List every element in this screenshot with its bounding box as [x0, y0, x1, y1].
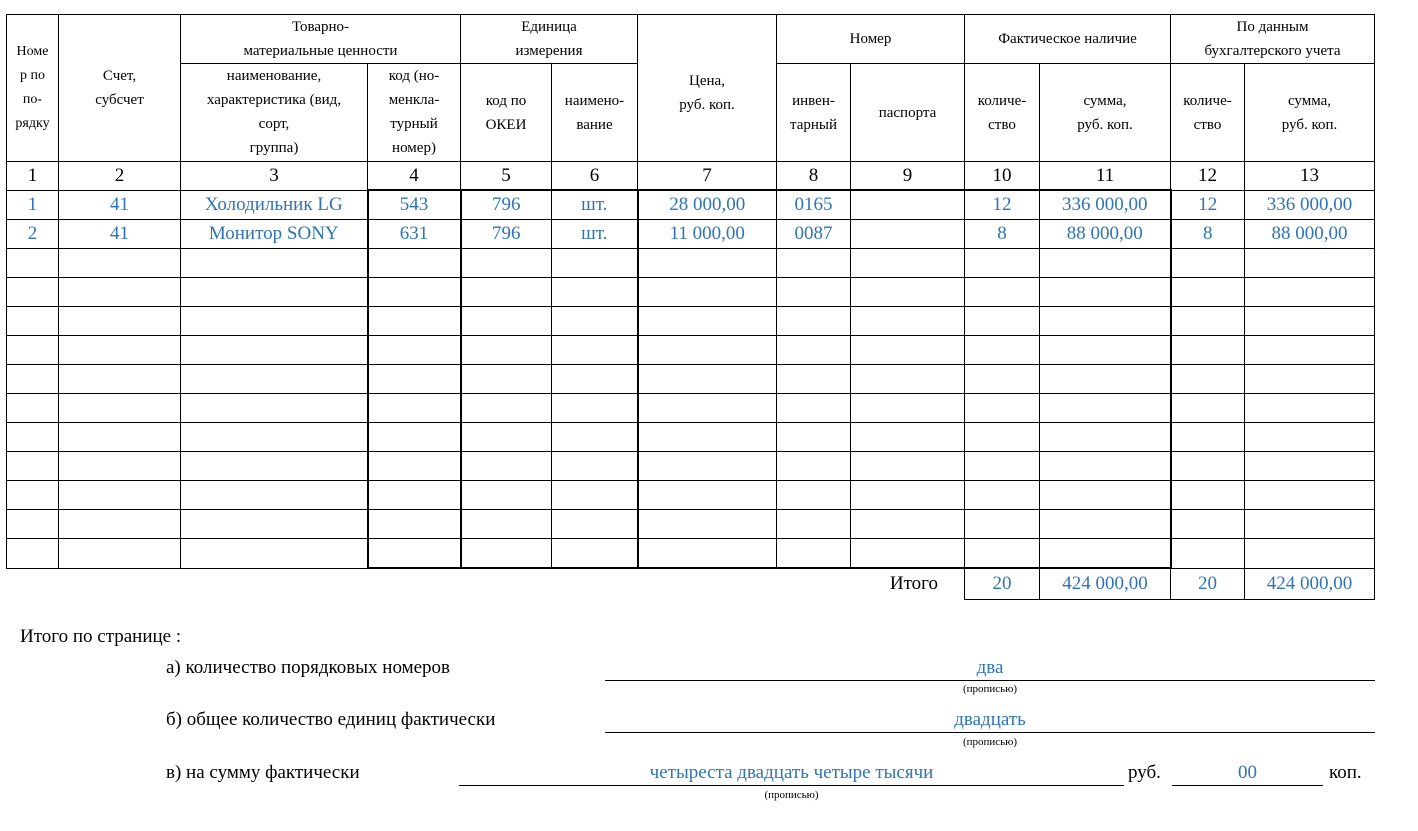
actual-sum-cell[interactable] — [1040, 307, 1171, 336]
header-row-number — [7, 15, 59, 162]
empty-table-row — [7, 307, 1375, 336]
okei-code-cell[interactable] — [461, 336, 552, 365]
price-cell[interactable] — [638, 365, 777, 394]
okei-code-cell[interactable] — [461, 481, 552, 510]
unit-name-cell[interactable] — [552, 481, 638, 510]
price-cell[interactable] — [638, 423, 777, 452]
item-code-cell[interactable] — [368, 510, 461, 539]
summary-b-hint: (прописью) — [962, 736, 1018, 748]
passport-number-cell[interactable] — [851, 510, 965, 539]
summary-kop-value[interactable]: 00 — [1238, 762, 1257, 783]
passport-number-cell[interactable] — [851, 394, 965, 423]
actual-sum-cell[interactable] — [1040, 365, 1171, 394]
item-code-cell[interactable]: 543 — [368, 190, 461, 220]
header-name-text: наименование, характеристика (вид, сорт, группа) — [206, 68, 342, 156]
accounting-sum-cell[interactable] — [1245, 336, 1375, 365]
empty-table-row — [7, 336, 1375, 365]
unit-name-cell[interactable] — [552, 307, 638, 336]
accounting-sum-cell[interactable] — [1245, 452, 1375, 481]
header-okei — [461, 64, 552, 162]
passport-number-cell[interactable] — [851, 452, 965, 481]
summary-b-value[interactable]: двадцать — [954, 709, 1026, 730]
actual-sum-cell[interactable]: 88 000,00 — [1040, 220, 1171, 249]
header-code — [368, 64, 461, 162]
item-name-cell[interactable] — [181, 423, 368, 452]
item-name-cell[interactable] — [181, 481, 368, 510]
item-code-cell[interactable] — [368, 365, 461, 394]
actual-sum-cell[interactable] — [1040, 423, 1171, 452]
actual-qty-cell[interactable] — [965, 452, 1040, 481]
item-name-cell[interactable] — [181, 452, 368, 481]
header-accounting-sum-text: сумма, руб. коп. — [1281, 92, 1338, 133]
item-name-cell[interactable] — [181, 278, 368, 307]
inventory-number-cell[interactable] — [777, 307, 851, 336]
actual-qty-cell[interactable] — [965, 423, 1040, 452]
price-cell[interactable] — [638, 336, 777, 365]
empty-table-row — [7, 365, 1375, 394]
item-name-cell[interactable] — [181, 539, 368, 569]
summary-a-value[interactable]: два — [976, 657, 1004, 678]
summary-b-label: б) общее количество единиц фактически — [166, 709, 496, 730]
header-actual-sum-text: сумма, руб. коп. — [1077, 92, 1133, 133]
unit-name-cell[interactable] — [552, 423, 638, 452]
col-number: 8 — [777, 162, 851, 191]
header-goods-group-text: Товарно- материальные ценности — [243, 19, 398, 59]
item-code-cell[interactable] — [368, 539, 461, 569]
col-number: 4 — [368, 162, 461, 191]
account-cell[interactable] — [59, 307, 181, 336]
actual-sum-cell[interactable] — [1040, 249, 1171, 278]
header-accounting-group-text: По данным бухгалтерского учета — [1204, 19, 1341, 59]
empty-table-row — [7, 423, 1375, 452]
accounting-qty-cell[interactable] — [1171, 365, 1245, 394]
price-cell[interactable] — [638, 307, 777, 336]
accounting-sum-cell[interactable] — [1245, 307, 1375, 336]
col-number: 5 — [461, 162, 552, 191]
summary-a-label: а) количество порядковых номеров — [166, 657, 451, 678]
summary-c-hint: (прописью) — [764, 789, 819, 801]
okei-code-cell[interactable] — [461, 510, 552, 539]
actual-sum-cell[interactable]: 336 000,00 — [1040, 190, 1171, 220]
price-cell[interactable] — [638, 481, 777, 510]
header-inventory-no-text: инвен- тарный — [789, 92, 838, 133]
accounting-qty-cell[interactable] — [1171, 394, 1245, 423]
total-spacer — [7, 568, 851, 600]
empty-table-row — [7, 278, 1375, 307]
header-account — [59, 15, 181, 162]
total-sum-accounting[interactable]: 424 000,00 — [1245, 568, 1375, 600]
summary-c-line — [459, 785, 1124, 786]
account-cell[interactable] — [59, 278, 181, 307]
okei-code-cell[interactable] — [461, 278, 552, 307]
account-cell[interactable] — [59, 336, 181, 365]
accounting-sum-cell[interactable] — [1245, 510, 1375, 539]
price-cell[interactable]: 28 000,00 — [638, 190, 777, 220]
item-name-cell[interactable] — [181, 336, 368, 365]
row-number-cell[interactable] — [7, 481, 59, 510]
account-cell[interactable] — [59, 365, 181, 394]
header-actual-group — [965, 15, 1171, 64]
okei-code-cell[interactable] — [461, 452, 552, 481]
accounting-sum-cell[interactable] — [1245, 394, 1375, 423]
accounting-sum-cell[interactable] — [1245, 539, 1375, 569]
summary-rub-label: руб. — [1128, 762, 1161, 783]
header-passport-text: паспорта — [878, 104, 937, 121]
unit-name-cell[interactable] — [552, 278, 638, 307]
account-cell[interactable]: 41 — [59, 190, 181, 220]
passport-number-cell[interactable] — [851, 190, 965, 220]
passport-number-cell[interactable] — [851, 481, 965, 510]
header-accounting-sum — [1245, 64, 1375, 162]
inventory-number-cell[interactable] — [777, 423, 851, 452]
inventory-number-cell[interactable] — [777, 510, 851, 539]
actual-sum-cell[interactable] — [1040, 278, 1171, 307]
row-number-cell[interactable] — [7, 249, 59, 278]
price-cell[interactable] — [638, 394, 777, 423]
header-actual-group-text: Фактическое наличие — [998, 31, 1137, 47]
okei-code-cell[interactable] — [461, 539, 552, 569]
summary-c-label: в) на сумму фактически — [166, 762, 360, 783]
actual-qty-cell[interactable] — [965, 510, 1040, 539]
inventory-number-cell[interactable] — [777, 336, 851, 365]
inventory-number-cell[interactable] — [777, 365, 851, 394]
item-code-cell[interactable] — [368, 481, 461, 510]
unit-name-cell[interactable] — [552, 249, 638, 278]
actual-sum-cell[interactable] — [1040, 336, 1171, 365]
total-qty-actual[interactable]: 20 — [965, 568, 1040, 600]
col-number: 7 — [638, 162, 777, 191]
actual-qty-cell[interactable] — [965, 307, 1040, 336]
summary-kop-line — [1172, 785, 1323, 786]
summary-title: Итого по странице : — [20, 626, 182, 647]
row-number-cell[interactable] — [7, 423, 59, 452]
inventory-number-cell[interactable] — [777, 249, 851, 278]
total-label: Итого — [889, 573, 938, 595]
row-number-cell[interactable] — [7, 365, 59, 394]
row-number-cell[interactable] — [7, 510, 59, 539]
empty-table-row — [7, 481, 1375, 510]
row-number-cell[interactable] — [7, 336, 59, 365]
inventory-number-cell[interactable] — [777, 539, 851, 569]
accounting-qty-cell[interactable] — [1171, 452, 1245, 481]
col-number: 2 — [59, 162, 181, 191]
account-cell[interactable] — [59, 423, 181, 452]
header-name — [181, 64, 368, 162]
header-accounting-group — [1171, 15, 1375, 64]
item-code-cell[interactable] — [368, 336, 461, 365]
actual-qty-cell[interactable] — [965, 278, 1040, 307]
item-name-cell[interactable]: Холодильник LG — [181, 190, 368, 220]
col-number: 9 — [851, 162, 965, 191]
col-number: 13 — [1245, 162, 1375, 191]
inventory-number-cell[interactable] — [777, 481, 851, 510]
summary-c-value[interactable]: четыреста двадцать четыре тысячи — [649, 762, 934, 783]
passport-number-cell[interactable] — [851, 539, 965, 569]
header-price — [638, 15, 777, 162]
total-row — [7, 568, 1375, 600]
okei-code-cell[interactable] — [461, 307, 552, 336]
okei-code-cell[interactable] — [461, 249, 552, 278]
row-number-cell[interactable] — [7, 278, 59, 307]
accounting-qty-cell[interactable] — [1171, 539, 1245, 569]
item-name-cell[interactable] — [181, 307, 368, 336]
actual-sum-cell[interactable] — [1040, 539, 1171, 569]
empty-table-row — [7, 539, 1375, 569]
accounting-qty-cell[interactable] — [1171, 278, 1245, 307]
inventory-table — [6, 14, 1375, 600]
empty-table-row — [7, 394, 1375, 423]
actual-qty-cell[interactable] — [965, 539, 1040, 569]
summary-a-hint: (прописью) — [962, 683, 1018, 695]
okei-code-cell[interactable] — [461, 423, 552, 452]
accounting-sum-cell[interactable] — [1245, 481, 1375, 510]
item-code-cell[interactable] — [368, 278, 461, 307]
accounting-sum-cell[interactable] — [1245, 278, 1375, 307]
header-code-text: код (но- менкла- турный номер) — [388, 68, 440, 156]
price-cell[interactable] — [638, 539, 777, 569]
passport-number-cell[interactable] — [851, 336, 965, 365]
account-cell[interactable]: 41 — [59, 220, 181, 249]
actual-qty-cell[interactable] — [965, 336, 1040, 365]
unit-name-cell[interactable]: шт. — [552, 220, 638, 249]
empty-table-row — [7, 510, 1375, 539]
inventory-number-cell[interactable]: 0165 — [777, 190, 851, 220]
price-cell[interactable] — [638, 510, 777, 539]
item-code-cell[interactable] — [368, 423, 461, 452]
passport-number-cell[interactable] — [851, 278, 965, 307]
empty-table-row — [7, 452, 1375, 481]
passport-number-cell[interactable] — [851, 423, 965, 452]
actual-sum-cell[interactable] — [1040, 510, 1171, 539]
total-sum-actual[interactable]: 424 000,00 — [1040, 568, 1171, 600]
inventory-number-cell[interactable]: 0087 — [777, 220, 851, 249]
accounting-sum-cell[interactable] — [1245, 423, 1375, 452]
passport-number-cell[interactable] — [851, 307, 965, 336]
item-code-cell[interactable]: 631 — [368, 220, 461, 249]
header-actual-qty-text: количе- ство — [977, 92, 1027, 133]
accounting-qty-cell[interactable] — [1171, 481, 1245, 510]
header-account-text: Счет, субсчет — [95, 68, 144, 108]
accounting-sum-cell[interactable] — [1245, 365, 1375, 394]
header-number-group — [777, 15, 965, 64]
header-passport — [851, 64, 965, 162]
accounting-qty-cell[interactable] — [1171, 510, 1245, 539]
accounting-qty-cell[interactable] — [1171, 249, 1245, 278]
okei-code-cell[interactable]: 796 — [461, 190, 552, 220]
unit-name-cell[interactable] — [552, 336, 638, 365]
header-unit-group — [461, 15, 638, 64]
item-name-cell[interactable] — [181, 365, 368, 394]
accounting-qty-cell[interactable] — [1171, 423, 1245, 452]
item-name-cell[interactable] — [181, 394, 368, 423]
okei-code-cell[interactable] — [461, 394, 552, 423]
item-code-cell[interactable] — [368, 452, 461, 481]
row-number-cell[interactable] — [7, 539, 59, 569]
unit-name-cell[interactable] — [552, 510, 638, 539]
actual-sum-cell[interactable] — [1040, 394, 1171, 423]
account-cell[interactable] — [59, 539, 181, 569]
item-code-cell[interactable] — [368, 307, 461, 336]
header-okei-text: код по ОКЕИ — [485, 92, 527, 133]
accounting-sum-cell[interactable]: 88 000,00 — [1245, 220, 1375, 249]
passport-number-cell[interactable] — [851, 220, 965, 249]
price-cell[interactable]: 11 000,00 — [638, 220, 777, 249]
actual-sum-cell[interactable] — [1040, 481, 1171, 510]
unit-name-cell[interactable]: шт. — [552, 190, 638, 220]
header-unit-name — [552, 64, 638, 162]
item-name-cell[interactable] — [181, 510, 368, 539]
header-unit-group-text: Единица измерения — [515, 19, 583, 59]
actual-qty-cell[interactable] — [965, 249, 1040, 278]
header-accounting-qty-text: количе- ство — [1183, 92, 1232, 133]
actual-qty-cell[interactable] — [965, 481, 1040, 510]
item-code-cell[interactable] — [368, 394, 461, 423]
col-number: 6 — [552, 162, 638, 191]
item-name-cell[interactable] — [181, 249, 368, 278]
accounting-qty-cell[interactable] — [1171, 336, 1245, 365]
account-cell[interactable] — [59, 394, 181, 423]
accounting-qty-cell[interactable]: 12 — [1171, 190, 1245, 220]
col-number: 11 — [1040, 162, 1171, 191]
passport-number-cell[interactable] — [851, 249, 965, 278]
actual-sum-cell[interactable] — [1040, 452, 1171, 481]
column-numbers-row — [7, 162, 1375, 191]
price-cell[interactable] — [638, 249, 777, 278]
price-cell[interactable] — [638, 278, 777, 307]
actual-qty-cell[interactable] — [965, 365, 1040, 394]
inventory-number-cell[interactable] — [777, 278, 851, 307]
account-cell[interactable] — [59, 510, 181, 539]
accounting-sum-cell[interactable] — [1245, 249, 1375, 278]
unit-name-cell[interactable] — [552, 365, 638, 394]
okei-code-cell[interactable] — [461, 365, 552, 394]
row-number-cell[interactable] — [7, 307, 59, 336]
passport-number-cell[interactable] — [851, 365, 965, 394]
col-number: 10 — [965, 162, 1040, 191]
empty-table-row — [7, 249, 1375, 278]
col-number: 12 — [1171, 162, 1245, 191]
summary-kop-label: коп. — [1329, 762, 1362, 783]
row-number-cell[interactable]: 1 — [7, 190, 59, 220]
unit-name-cell[interactable] — [552, 394, 638, 423]
item-name-cell[interactable]: Монитор SONY — [181, 220, 368, 249]
col-number: 3 — [181, 162, 368, 191]
item-code-cell[interactable] — [368, 249, 461, 278]
summary-b-line — [605, 732, 1375, 733]
header-row-number-text: Номе р по по- рядку — [15, 44, 50, 131]
account-cell[interactable] — [59, 249, 181, 278]
data-rows — [7, 190, 1375, 568]
accounting-qty-cell[interactable]: 8 — [1171, 220, 1245, 249]
account-cell[interactable] — [59, 481, 181, 510]
summary-a-line — [605, 680, 1375, 681]
table-row — [7, 220, 1375, 249]
actual-qty-cell[interactable]: 8 — [965, 220, 1040, 249]
total-qty-accounting[interactable]: 20 — [1171, 568, 1245, 600]
accounting-qty-cell[interactable] — [1171, 307, 1245, 336]
header-accounting-qty — [1171, 64, 1245, 162]
row-number-cell[interactable] — [7, 394, 59, 423]
header-price-text: Цена, руб. коп. — [679, 73, 735, 113]
price-cell[interactable] — [638, 452, 777, 481]
unit-name-cell[interactable] — [552, 539, 638, 569]
inventory-number-cell[interactable] — [777, 394, 851, 423]
header-inventory-no — [777, 64, 851, 162]
row-number-cell[interactable]: 2 — [7, 220, 59, 249]
row-number-cell[interactable] — [7, 452, 59, 481]
header-number-group-text: Номер — [849, 31, 892, 47]
table-row — [7, 190, 1375, 220]
header-actual-qty — [965, 64, 1040, 162]
header-actual-sum — [1040, 64, 1171, 162]
header-unit-name-text: наимено- вание — [564, 92, 625, 133]
actual-qty-cell[interactable] — [965, 394, 1040, 423]
inventory-number-cell[interactable] — [777, 452, 851, 481]
accounting-sum-cell[interactable]: 336 000,00 — [1245, 190, 1375, 220]
unit-name-cell[interactable] — [552, 452, 638, 481]
account-cell[interactable] — [59, 452, 181, 481]
header-goods-group — [181, 15, 461, 64]
col-number: 1 — [7, 162, 59, 191]
actual-qty-cell[interactable]: 12 — [965, 190, 1040, 220]
okei-code-cell[interactable]: 796 — [461, 220, 552, 249]
